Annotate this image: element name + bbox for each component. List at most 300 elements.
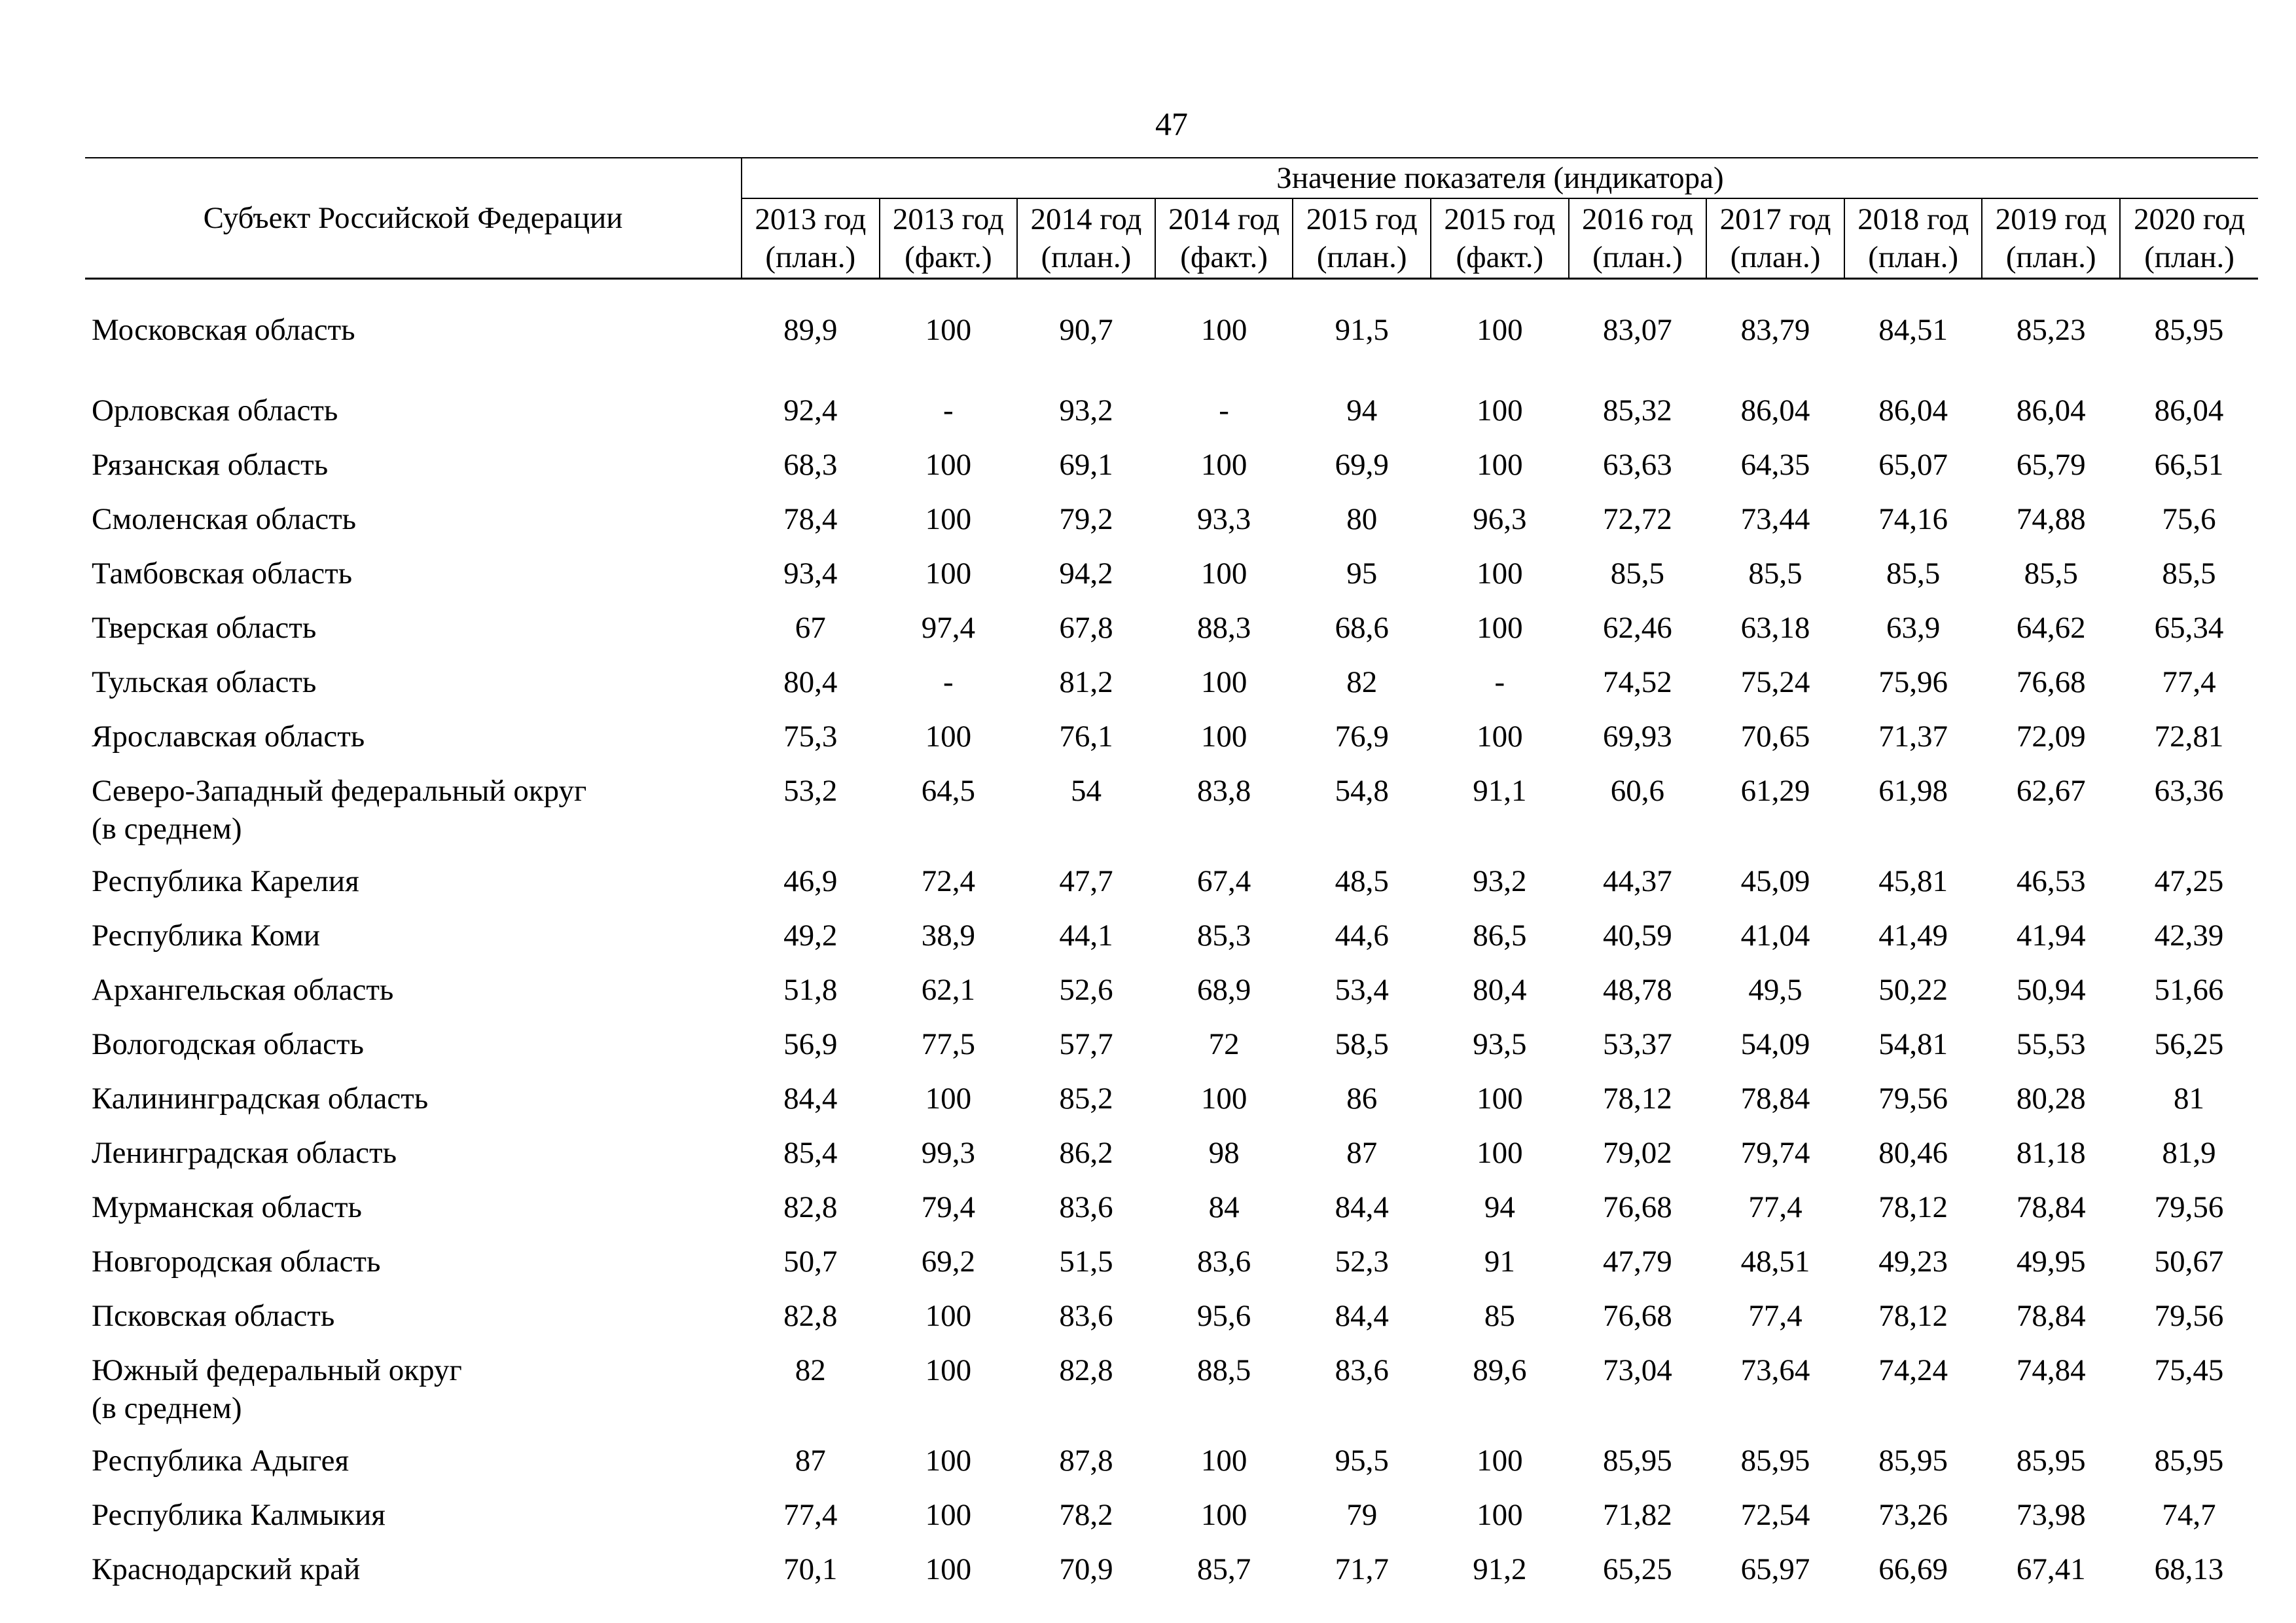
value-cell: 56,9 [783,1027,838,1061]
value-cell: 46,9 [783,864,838,898]
table-row [85,604,2258,658]
table-row [85,767,2258,857]
column-kind: (факт.) [1456,240,1544,274]
region-name [85,1074,742,1129]
value-cell: 41,49 [1878,919,1948,953]
value-cell: 79,56 [2154,1299,2224,1333]
value-cell: 100 [1200,448,1247,482]
region-name [85,1020,742,1074]
region-name [85,495,742,549]
value-cell: 100 [925,313,972,347]
value-cell: 82,8 [783,1299,838,1333]
value-cell: 84 [1208,1190,1240,1224]
value-cell: 100 [925,1082,972,1116]
value-cell: 74,88 [2016,502,2086,536]
value-cell: 63,9 [1886,611,1941,645]
value-cell: 78,12 [1603,1082,1672,1116]
column-year: 2015 год [1306,202,1418,236]
region-name-note: (в среднем) [92,1391,242,1425]
value-cell: 75,6 [2162,502,2216,536]
value-cell: 52,3 [1335,1245,1389,1279]
value-cell: 42,39 [2154,919,2224,953]
value-cell: 38,9 [921,919,975,953]
value-cell: 91 [1484,1245,1515,1279]
column-kind: (план.) [1592,240,1683,274]
value-cell: 93,4 [783,556,838,591]
column-kind: (план.) [765,240,856,274]
value-cell: 78,12 [1878,1190,1948,1224]
value-cell: 81 [2174,1082,2205,1116]
value-cell: 65,07 [1878,448,1948,482]
region-name-line: Орловская область [92,393,338,428]
value-cell: - [943,393,954,428]
value-cell: 100 [1477,611,1523,645]
value-cell: 81,18 [2016,1136,2086,1170]
value-cell: 77,4 [2162,665,2216,699]
value-cell: 52,6 [1059,973,1113,1007]
value-cell: 72,54 [1740,1498,1810,1532]
value-cell: 86 [1346,1082,1378,1116]
column-year: 2017 год [1719,202,1831,236]
value-cell: 85,95 [2154,313,2224,347]
value-cell: 87,8 [1059,1444,1113,1478]
value-cell: 51,8 [783,973,838,1007]
value-cell: 66,69 [1878,1552,1948,1586]
value-cell: 86,04 [2016,393,2086,428]
value-cell: 80,4 [783,665,838,699]
value-cell: 44,6 [1335,919,1389,953]
value-cell: 95,5 [1335,1444,1389,1478]
value-cell: 100 [925,448,972,482]
value-cell: 85 [1484,1299,1515,1333]
value-cell: 69,9 [1335,448,1389,482]
value-cell: 83,6 [1335,1353,1389,1387]
value-cell: 70,1 [783,1552,838,1586]
table-row [85,1237,2258,1292]
value-cell: 100 [1477,393,1523,428]
value-cell: 76,68 [1603,1299,1672,1333]
value-cell: 80,28 [2016,1082,2086,1116]
value-cell: 66,51 [2154,448,2224,482]
value-cell: 93,2 [1473,864,1527,898]
column-year: 2020 год [2134,202,2245,236]
value-cell: 91,2 [1473,1552,1527,1586]
value-cell: 74,7 [2162,1498,2216,1532]
value-cell: 74,24 [1878,1353,1948,1387]
value-cell: 76,1 [1059,720,1113,754]
value-cell: 61,98 [1878,774,1948,808]
value-cell: 85,3 [1196,919,1251,953]
value-cell: 61,29 [1740,774,1810,808]
value-cell: 73,26 [1878,1498,1948,1532]
value-cell: 100 [1477,1136,1523,1170]
value-cell: 100 [925,502,972,536]
table-row [85,1292,2258,1346]
value-cell: 64,5 [921,774,975,808]
value-cell: 70,65 [1740,720,1810,754]
table-row [85,658,2258,712]
value-cell: 67,41 [2016,1552,2086,1586]
value-cell: 100 [925,1498,972,1532]
value-cell: 76,9 [1335,720,1389,754]
value-cell: 73,44 [1740,502,1810,536]
value-cell: 91,5 [1335,313,1389,347]
region-name-line: Архангельская область [92,973,394,1007]
region-name-line: Вологодская область [92,1027,364,1061]
value-cell: 81,2 [1059,665,1113,699]
value-cell: 74,52 [1603,665,1672,699]
value-cell: 86,2 [1059,1136,1113,1170]
value-cell: 45,09 [1740,864,1810,898]
column-kind: (план.) [2005,240,2096,274]
table-row [85,712,2258,767]
value-cell: 50,94 [2016,973,2086,1007]
column-year: 2013 год [892,202,1004,236]
table-row [85,966,2258,1020]
value-cell: 83,8 [1196,774,1251,808]
column-year: 2014 год [1030,202,1142,236]
region-name-line: Тверская область [92,611,317,645]
table-row [85,1074,2258,1129]
value-cell: 49,2 [783,919,838,953]
region-name [85,279,742,387]
column-header [1017,198,1155,279]
value-cell: 46,53 [2016,864,2086,898]
table-row [85,279,2258,387]
value-cell: 80,46 [1878,1136,1948,1170]
value-cell: 75,45 [2154,1353,2224,1387]
value-cell: 50,67 [2154,1245,2224,1279]
value-cell: 100 [925,556,972,591]
value-cell: 100 [1200,1082,1247,1116]
value-cell: 85,95 [2016,1444,2086,1478]
value-cell: 78,4 [783,502,838,536]
region-name [85,1436,742,1491]
value-cell: 83,79 [1740,313,1810,347]
value-cell: 69,93 [1603,720,1672,754]
value-cell: 85,5 [2024,556,2078,591]
value-cell: 100 [1200,1498,1247,1532]
value-cell: 72,81 [2154,720,2224,754]
value-cell: 89,9 [783,313,838,347]
value-cell: 100 [1477,556,1523,591]
region-name-line: Тамбовская область [92,556,353,591]
region-name-line: Северо-Западный федеральный округ [92,774,587,808]
table-row [85,1346,2258,1436]
region-name [85,911,742,966]
column-year: 2015 год [1444,202,1556,236]
table-row [85,441,2258,495]
value-cell: 89,6 [1473,1353,1527,1387]
value-cell: 63,36 [2154,774,2224,808]
value-cell: 67 [795,611,826,645]
value-cell: 74,84 [2016,1353,2086,1387]
value-cell: 97,4 [921,611,975,645]
column-year: 2014 год [1168,202,1280,236]
value-cell: 100 [925,1552,972,1586]
region-name-line: Республика Карелия [92,864,359,898]
region-name [85,1292,742,1346]
value-cell: 41,04 [1740,919,1810,953]
value-cell: 68,6 [1335,611,1389,645]
region-name-line: Ленинградская область [92,1136,397,1170]
value-cell: 80,4 [1473,973,1527,1007]
value-cell: 68,13 [2154,1552,2224,1586]
value-cell: 48,5 [1335,864,1389,898]
value-cell: 88,3 [1196,611,1251,645]
value-cell: 85,95 [2154,1444,2224,1478]
value-cell: 100 [1477,448,1523,482]
region-name [85,857,742,911]
column-kind: (план.) [1041,240,1132,274]
value-cell: 50,22 [1878,973,1948,1007]
value-cell: 100 [1200,665,1247,699]
value-cell: 84,4 [783,1082,838,1116]
column-header [1569,198,1707,279]
value-cell: 54 [1070,774,1102,808]
value-cell: 78,84 [1740,1082,1810,1116]
value-cell: 80 [1346,502,1378,536]
value-cell: 79,74 [1740,1136,1810,1170]
value-cell: 69,2 [921,1245,975,1279]
value-cell: 100 [925,1299,972,1333]
value-cell: 81,9 [2162,1136,2216,1170]
column-year: 2013 год [755,202,867,236]
region-name-line: Краснодарский край [92,1552,361,1586]
table-row [85,1491,2258,1545]
value-cell: 72,72 [1603,502,1672,536]
value-cell: 63,63 [1603,448,1672,482]
value-cell: 86,5 [1473,919,1527,953]
value-cell: 48,78 [1603,973,1672,1007]
region-name-line: Тульская область [92,665,317,699]
region-name [85,386,742,441]
value-cell: 47,7 [1059,864,1113,898]
value-cell: 47,79 [1603,1245,1672,1279]
table-row [85,911,2258,966]
value-cell: 77,4 [1748,1299,1803,1333]
column-header [1431,198,1569,279]
value-cell: 79,56 [2154,1190,2224,1224]
value-cell: 77,4 [1748,1190,1803,1224]
region-name-line: Южный федеральный округ [92,1353,462,1387]
region-name [85,1237,742,1292]
value-cell: 77,5 [921,1027,975,1061]
value-cell: 75,24 [1740,665,1810,699]
value-cell: 85,95 [1740,1444,1810,1478]
value-cell: 62,67 [2016,774,2086,808]
value-cell: 82,8 [783,1190,838,1224]
value-cell: 68,3 [783,448,838,482]
value-cell: 95 [1346,556,1378,591]
region-name-line: Московская область [92,313,355,347]
value-cell: 44,37 [1603,864,1672,898]
value-cell: 86,04 [1740,393,1810,428]
value-cell: 79,4 [921,1190,975,1224]
value-cell: 50,7 [783,1245,838,1279]
region-name-line: Республика Коми [92,919,321,953]
value-cell: 84,4 [1335,1299,1389,1333]
table-row [85,1183,2258,1237]
value-cell: 94 [1346,393,1378,428]
region-name-note: (в среднем) [92,812,242,846]
value-cell: 73,04 [1603,1353,1672,1387]
value-cell: 75,96 [1878,665,1948,699]
value-cell: 58,5 [1335,1027,1389,1061]
value-cell: 100 [1477,313,1523,347]
value-cell: 92,4 [783,393,838,428]
value-cell: 85,95 [1878,1444,1948,1478]
value-cell: 83,6 [1059,1299,1113,1333]
column-kind: (план.) [1316,240,1407,274]
column-header [1982,198,2120,279]
indicator-table [85,157,2258,1599]
region-name-line: Псковская область [92,1299,335,1333]
value-cell: 60,6 [1610,774,1665,808]
column-header [1155,198,1293,279]
column-year: 2019 год [1995,202,2107,236]
value-cell: 78,84 [2016,1190,2086,1224]
value-cell: 85,2 [1059,1082,1113,1116]
region-name [85,712,742,767]
table-row [85,386,2258,441]
value-cell: 90,7 [1059,313,1113,347]
value-cell: 65,97 [1740,1552,1810,1586]
column-header [1706,198,1844,279]
value-cell: 82,8 [1059,1353,1113,1387]
value-cell: 47,25 [2154,864,2224,898]
value-cell: 65,25 [1603,1552,1672,1586]
value-cell: 49,23 [1878,1245,1948,1279]
value-cell: 53,37 [1603,1027,1672,1061]
value-cell: 63,18 [1740,611,1810,645]
region-name [85,658,742,712]
value-cell: 76,68 [2016,665,2086,699]
value-cell: 79 [1346,1498,1378,1532]
value-cell: 85,5 [1748,556,1803,591]
value-cell: 100 [925,1353,972,1387]
value-cell: 100 [925,720,972,754]
table-row [85,549,2258,604]
value-cell: 86,04 [1878,393,1948,428]
value-cell: 72 [1208,1027,1240,1061]
value-cell: 54,09 [1740,1027,1810,1061]
value-cell: 54,8 [1335,774,1389,808]
region-name-line: Республика Калмыкия [92,1498,386,1532]
value-cell: 82 [1346,665,1378,699]
region-name-line: Смоленская область [92,502,357,536]
region-name [85,1491,742,1545]
column-header [742,198,880,279]
value-cell: 56,25 [2154,1027,2224,1061]
value-cell: 45,81 [1878,864,1948,898]
value-cell: 78,12 [1878,1299,1948,1333]
table-row [85,1129,2258,1183]
column-header [2120,198,2258,279]
value-cell: 85,32 [1603,393,1672,428]
value-cell: 95,6 [1196,1299,1251,1333]
value-cell: 76,68 [1603,1190,1672,1224]
region-name-line: Новгородская область [92,1245,381,1279]
value-cell: 62,1 [921,973,975,1007]
value-cell: 87 [795,1444,826,1478]
value-cell: 53,2 [783,774,838,808]
value-cell: 71,7 [1335,1552,1389,1586]
table-row [85,857,2258,911]
value-cell: 100 [1200,720,1247,754]
value-cell: 69,1 [1059,448,1113,482]
table-body [85,279,2258,1600]
value-cell: 49,5 [1748,973,1803,1007]
column-kind: (план.) [2144,240,2234,274]
value-cell: - [943,665,954,699]
column-kind: (план.) [1730,240,1821,274]
value-cell: 100 [1477,1444,1523,1478]
value-cell: 100 [1477,1082,1523,1116]
value-cell: 100 [1200,313,1247,347]
value-cell: 67,8 [1059,611,1113,645]
value-cell: 79,2 [1059,502,1113,536]
region-name-line: Ярославская область [92,720,365,754]
value-cell: 83,6 [1196,1245,1251,1279]
region-name [85,966,742,1020]
value-cell: 51,5 [1059,1245,1113,1279]
table-row [85,495,2258,549]
value-cell: 100 [1477,720,1523,754]
value-cell: 53,4 [1335,973,1389,1007]
value-cell: 100 [1477,1498,1523,1532]
region-name [85,1129,742,1183]
value-cell: 99,3 [921,1136,975,1170]
value-cell: 75,3 [783,720,838,754]
value-cell: 68,9 [1196,973,1251,1007]
table-row [85,1436,2258,1491]
column-year: 2016 год [1581,202,1693,236]
value-cell: 78,2 [1059,1498,1113,1532]
region-name [85,1346,742,1436]
value-cell: 49,95 [2016,1245,2086,1279]
column-kind: (план.) [1868,240,1958,274]
value-cell: 64,35 [1740,448,1810,482]
value-cell: 73,64 [1740,1353,1810,1387]
value-cell: 94 [1484,1190,1515,1224]
value-cell: 85,7 [1196,1552,1251,1586]
value-cell: 86,04 [2154,393,2224,428]
value-cell: 85,4 [783,1136,838,1170]
value-cell: 98 [1208,1136,1240,1170]
value-cell: 85,5 [1610,556,1665,591]
column-kind: (факт.) [1180,240,1268,274]
table-row [85,1020,2258,1074]
value-cell: 40,59 [1603,919,1672,953]
region-name [85,549,742,604]
value-cell: 48,51 [1740,1245,1810,1279]
value-cell: 67,4 [1196,864,1251,898]
region-name-line: Республика Адыгея [92,1444,350,1478]
value-cell: 93,3 [1196,502,1251,536]
value-cell: 55,53 [2016,1027,2086,1061]
value-cell: 100 [1200,556,1247,591]
column-header [1293,198,1431,279]
value-cell: 65,79 [2016,448,2086,482]
value-cell: 83,6 [1059,1190,1113,1224]
value-cell: 72,4 [921,864,975,898]
value-cell: 78,84 [2016,1299,2086,1333]
value-cell: 79,56 [1878,1082,1948,1116]
column-year: 2018 год [1857,202,1969,236]
value-cell: 77,4 [783,1498,838,1532]
value-cell: 84,51 [1878,313,1948,347]
